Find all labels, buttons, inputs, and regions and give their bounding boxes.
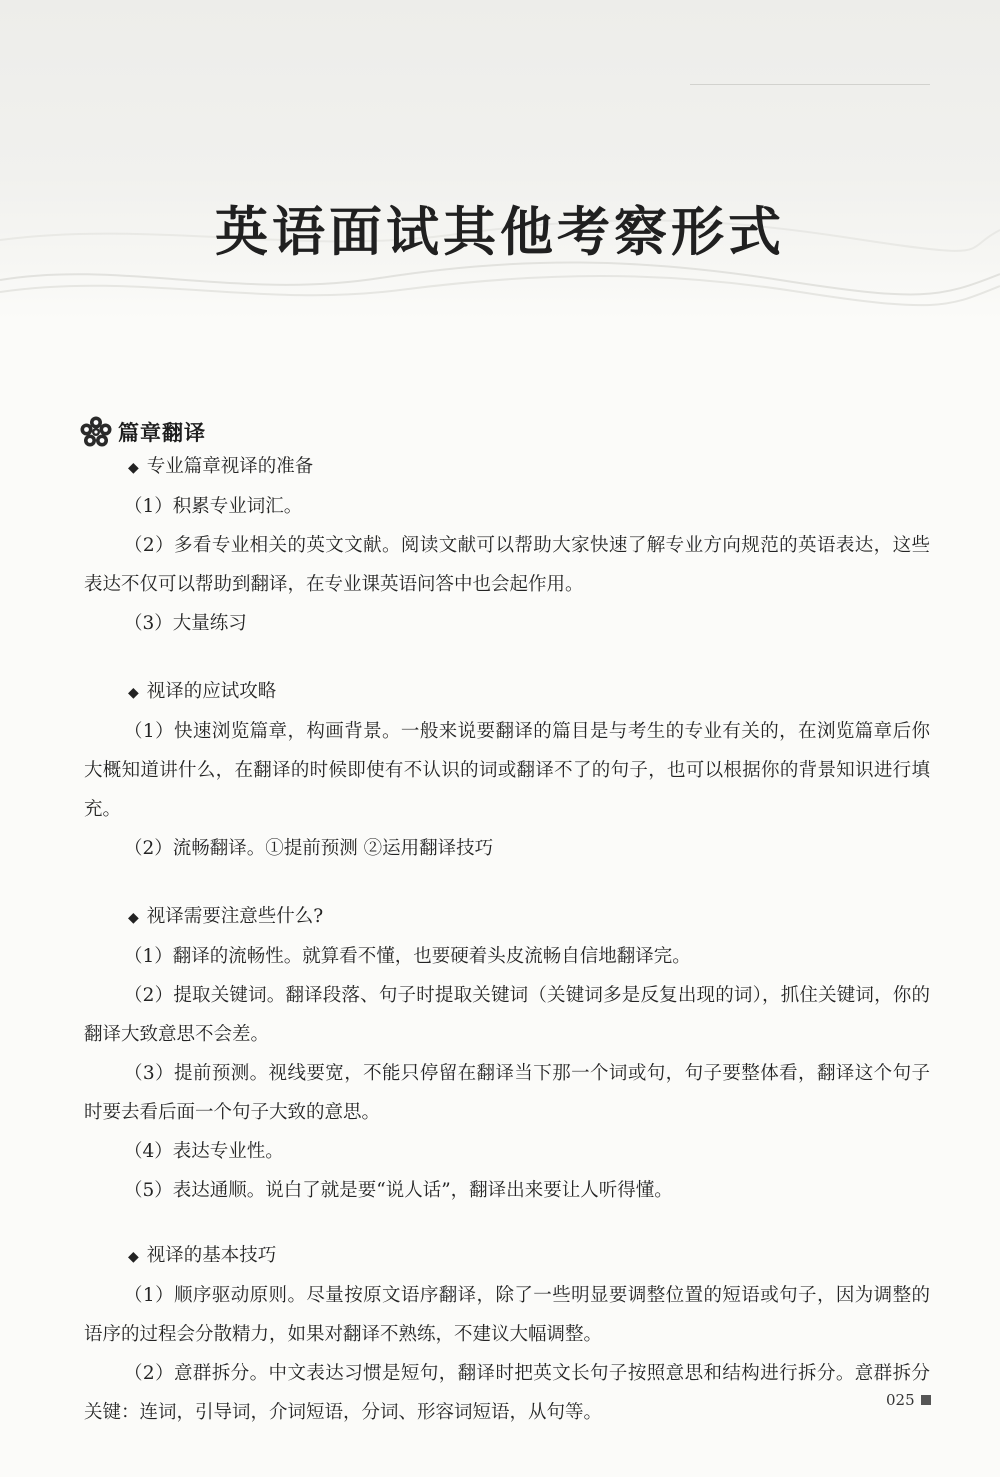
paragraph: （1）翻译的流畅性。就算看不懂，也要硬着头皮流畅自信地翻译完。 [124,946,691,967]
diamond-bullet-icon: ◆ [128,910,139,926]
section-heading [78,414,206,450]
diamond-bullet-icon: ◆ [128,1249,139,1265]
subsection-heading: ◆ 视译的应试攻略 [128,681,277,702]
paragraph: （2）流畅翻译。①提前预测 ②运用翻译技巧 [124,838,494,859]
diamond-bullet-icon: ◆ [128,685,139,701]
chapter-banner [0,0,1000,320]
paragraph: （5）表达通顺。说白了就是要“说人话”，翻译出来要让人听得懂。 [124,1180,673,1201]
bleed-through-rule [690,84,930,85]
paragraph: （3）提前预测。视线要宽，不能只停留在翻译当下那一个词或句，句子要整体看，翻译这个句子时要去看后面一个句子大致的意思。 [84,1063,930,1123]
flower-icon [78,414,114,450]
paragraph: （2）多看专业相关的英文文献。阅读文献可以帮助大家快速了解专业方向规范的英语表达，这些表达不仅可以帮助到翻译，在专业课英语问答中也会起作用。 [84,535,930,595]
paragraph: （4）表达专业性。 [124,1141,284,1162]
page-number: 025 [886,1391,931,1409]
paragraph: （1）积累专业词汇。 [124,496,303,517]
paragraph: （1）快速浏览篇章，构画背景。一般来说要翻译的篇目是与考生的专业有关的，在浏览篇章后你大概知道讲什么，在翻译的时候即使有不认识的词或翻译不了的句子，也可以根据你的背景知识进行填充。 [84,721,930,820]
paragraph: （2）提取关键词。翻译段落、句子时提取关键词（关键词多是反复出现的词），抓住关键词，你的翻译大致意思不会差。 [84,985,930,1045]
article-body [84,448,930,1432]
subsection-heading: ◆ 视译的基本技巧 [128,1245,277,1266]
chapter-title: 英语面试其他考察形式 [215,202,785,263]
paragraph: （2）意群拆分。中文表达习惯是短句，翻译时把英文长句子按照意思和结构进行拆分。意群拆分关键：连词，引导词，介词短语，分词、形容词短语，从句等。 [84,1363,930,1423]
paragraph: （3）大量练习 [124,613,247,634]
subsection-heading: ◆ 专业篇章视译的准备 [128,456,314,477]
section-title: 篇章翻译 [118,420,206,445]
diamond-bullet-icon: ◆ [128,460,139,476]
subsection-heading: ◆ 视译需要注意些什么? [128,906,324,927]
square-marker-icon [921,1395,931,1405]
paragraph: （1）顺序驱动原则。尽量按原文语序翻译，除了一些明显要调整位置的短语或句子，因为调整的语序的过程会分散精力，如果对翻译不熟练，不建议大幅调整。 [84,1285,930,1345]
